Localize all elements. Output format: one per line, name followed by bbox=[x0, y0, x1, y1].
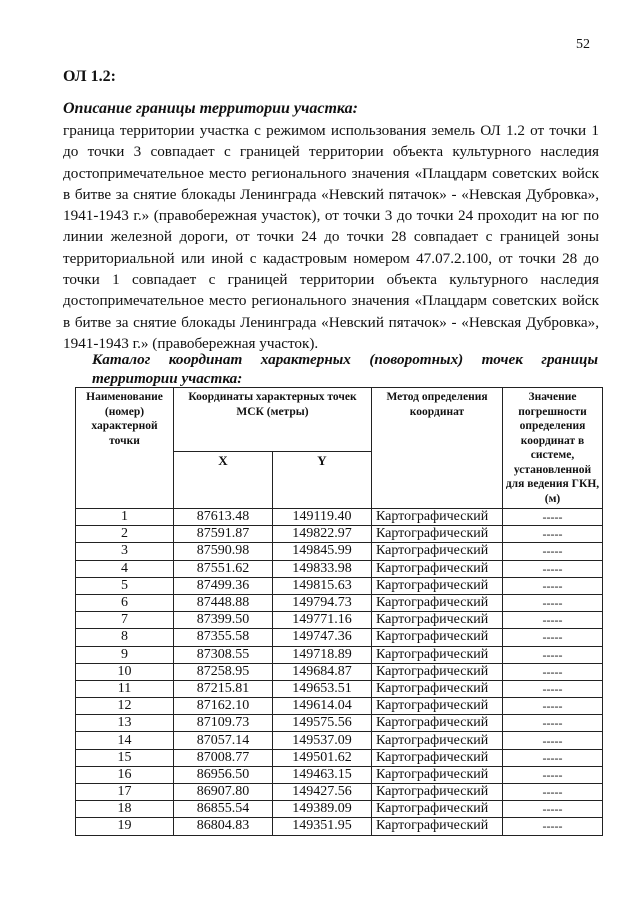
error-cell: ----- bbox=[503, 818, 603, 835]
table-row bbox=[76, 680, 603, 697]
y-coordinate-cell: 149351.95 bbox=[273, 818, 372, 835]
method-cell: Картографический bbox=[372, 698, 503, 715]
point-number-cell: 12 bbox=[76, 698, 174, 715]
header-method: Метод определения координат bbox=[372, 388, 503, 509]
error-cell: ----- bbox=[503, 560, 603, 577]
x-coordinate-cell: 87258.95 bbox=[174, 663, 273, 680]
point-number-cell: 17 bbox=[76, 784, 174, 801]
method-cell: Картографический bbox=[372, 509, 503, 526]
table-row bbox=[76, 577, 603, 594]
table-row bbox=[76, 560, 603, 577]
page-number: 52 bbox=[576, 37, 590, 52]
y-coordinate-cell: 149794.73 bbox=[273, 594, 372, 611]
header-error: Значение погрешности определения координат в системе, установленной для ведения ГКН, (м) bbox=[503, 388, 603, 509]
method-cell: Картографический bbox=[372, 784, 503, 801]
point-number-cell: 19 bbox=[76, 818, 174, 835]
method-cell: Картографический bbox=[372, 749, 503, 766]
point-number-cell: 14 bbox=[76, 732, 174, 749]
description-line: в битве за снятие блокады Ленинграда «Невский пятачок» - «Невская Дубровка», bbox=[63, 185, 599, 203]
point-number-cell: 11 bbox=[76, 680, 174, 697]
method-cell: Картографический bbox=[372, 646, 503, 663]
point-number-cell: 3 bbox=[76, 543, 174, 560]
description-heading: Описание границы территории участка: bbox=[63, 100, 358, 117]
error-cell: ----- bbox=[503, 784, 603, 801]
point-number-cell: 9 bbox=[76, 646, 174, 663]
description-line: точки 1 совпадает с границей территории объекта культурного наследия bbox=[63, 271, 599, 289]
method-cell: Картографический bbox=[372, 526, 503, 543]
error-cell: ----- bbox=[503, 594, 603, 611]
method-cell: Картографический bbox=[372, 732, 503, 749]
point-number-cell: 5 bbox=[76, 577, 174, 594]
error-cell: ----- bbox=[503, 680, 603, 697]
x-coordinate-cell: 87308.55 bbox=[174, 646, 273, 663]
y-coordinate-cell: 149575.56 bbox=[273, 715, 372, 732]
y-coordinate-cell: 149815.63 bbox=[273, 577, 372, 594]
coordinates-table bbox=[75, 387, 603, 836]
error-cell: ----- bbox=[503, 749, 603, 766]
error-cell: ----- bbox=[503, 715, 603, 732]
x-coordinate-cell: 87215.81 bbox=[174, 680, 273, 697]
table-row bbox=[76, 698, 603, 715]
method-cell: Картографический bbox=[372, 680, 503, 697]
x-coordinate-cell: 87162.10 bbox=[174, 698, 273, 715]
point-number-cell: 15 bbox=[76, 749, 174, 766]
x-coordinate-cell: 87591.87 bbox=[174, 526, 273, 543]
table-row bbox=[76, 543, 603, 560]
header-point-name: Наименование (номер) характерной точки bbox=[76, 388, 174, 509]
table-row bbox=[76, 818, 603, 835]
x-coordinate-cell: 86855.54 bbox=[174, 801, 273, 818]
y-coordinate-cell: 149771.16 bbox=[273, 612, 372, 629]
table-row bbox=[76, 784, 603, 801]
x-coordinate-cell: 87499.36 bbox=[174, 577, 273, 594]
catalog-title-line: территории участка: bbox=[92, 370, 243, 387]
y-coordinate-cell: 149427.56 bbox=[273, 784, 372, 801]
description-line: достопримечательное место регионального значения «Плацдарм советских войск bbox=[63, 292, 599, 310]
table-row bbox=[76, 509, 603, 526]
method-cell: Картографический bbox=[372, 577, 503, 594]
description-body bbox=[63, 120, 599, 354]
error-cell: ----- bbox=[503, 698, 603, 715]
method-cell: Картографический bbox=[372, 612, 503, 629]
y-coordinate-cell: 149537.09 bbox=[273, 732, 372, 749]
y-coordinate-cell: 149833.98 bbox=[273, 560, 372, 577]
table-row bbox=[76, 646, 603, 663]
description-line: линии железной дороги, от точки 24 до точки 28 совпадает с границей зоны bbox=[63, 228, 599, 246]
x-coordinate-cell: 87057.14 bbox=[174, 732, 273, 749]
error-cell: ----- bbox=[503, 766, 603, 783]
method-cell: Картографический bbox=[372, 594, 503, 611]
description-line: до точки 3 совпадает с границей территории объекта культурного наследия bbox=[63, 143, 599, 161]
y-coordinate-cell: 149684.87 bbox=[273, 663, 372, 680]
catalog-title bbox=[92, 350, 598, 388]
error-cell: ----- bbox=[503, 732, 603, 749]
error-cell: ----- bbox=[503, 629, 603, 646]
y-coordinate-cell: 149747.36 bbox=[273, 629, 372, 646]
table-row bbox=[76, 594, 603, 611]
y-coordinate-cell: 149718.89 bbox=[273, 646, 372, 663]
table-row bbox=[76, 612, 603, 629]
point-number-cell: 8 bbox=[76, 629, 174, 646]
point-number-cell: 6 bbox=[76, 594, 174, 611]
table-row bbox=[76, 526, 603, 543]
x-coordinate-cell: 87613.48 bbox=[174, 509, 273, 526]
point-number-cell: 7 bbox=[76, 612, 174, 629]
table-row bbox=[76, 732, 603, 749]
error-cell: ----- bbox=[503, 543, 603, 560]
table-row bbox=[76, 801, 603, 818]
x-coordinate-cell: 87008.77 bbox=[174, 749, 273, 766]
y-coordinate-cell: 149653.51 bbox=[273, 680, 372, 697]
y-coordinate-cell: 149463.15 bbox=[273, 766, 372, 783]
method-cell: Картографический bbox=[372, 766, 503, 783]
x-coordinate-cell: 87109.73 bbox=[174, 715, 273, 732]
error-cell: ----- bbox=[503, 663, 603, 680]
x-coordinate-cell: 87399.50 bbox=[174, 612, 273, 629]
description-line: 1941-1943 г.» (правобережная участок), от точки 3 до точки 24 проходит на юг по bbox=[63, 207, 599, 225]
header-y: Y bbox=[273, 451, 372, 508]
description-line: граница территории участка с режимом использования земель ОЛ 1.2 от точки 1 bbox=[63, 122, 599, 139]
header-x: X bbox=[174, 451, 273, 508]
description-line: 1941-1943 г.» (правобережная участок). bbox=[63, 334, 319, 352]
x-coordinate-cell: 86956.50 bbox=[174, 766, 273, 783]
point-number-cell: 16 bbox=[76, 766, 174, 783]
error-cell: ----- bbox=[503, 509, 603, 526]
y-coordinate-cell: 149389.09 bbox=[273, 801, 372, 818]
description-line: в битве за снятие блокады Ленинграда «Невский пятачок» - «Невская Дубровка», bbox=[63, 313, 599, 331]
method-cell: Картографический bbox=[372, 818, 503, 835]
table-row bbox=[76, 715, 603, 732]
y-coordinate-cell: 149845.99 bbox=[273, 543, 372, 560]
x-coordinate-cell: 87551.62 bbox=[174, 560, 273, 577]
error-cell: ----- bbox=[503, 646, 603, 663]
table-row bbox=[76, 629, 603, 646]
x-coordinate-cell: 87355.58 bbox=[174, 629, 273, 646]
point-number-cell: 2 bbox=[76, 526, 174, 543]
catalog-title-line: Каталог координат характерных (поворотных) точек границы bbox=[92, 351, 598, 368]
x-coordinate-cell: 86907.80 bbox=[174, 784, 273, 801]
point-number-cell: 1 bbox=[76, 509, 174, 526]
table-row bbox=[76, 663, 603, 680]
y-coordinate-cell: 149501.62 bbox=[273, 749, 372, 766]
section-title: ОЛ 1.2: bbox=[63, 68, 116, 85]
method-cell: Картографический bbox=[372, 560, 503, 577]
method-cell: Картографический bbox=[372, 629, 503, 646]
error-cell: ----- bbox=[503, 526, 603, 543]
error-cell: ----- bbox=[503, 801, 603, 818]
description-line: достопримечательное место регионального значения «Плацдарм советских войск bbox=[63, 164, 599, 182]
method-cell: Картографический bbox=[372, 801, 503, 818]
y-coordinate-cell: 149119.40 bbox=[273, 509, 372, 526]
y-coordinate-cell: 149614.04 bbox=[273, 698, 372, 715]
table-row bbox=[76, 766, 603, 783]
x-coordinate-cell: 87590.98 bbox=[174, 543, 273, 560]
method-cell: Картографический bbox=[372, 715, 503, 732]
point-number-cell: 13 bbox=[76, 715, 174, 732]
error-cell: ----- bbox=[503, 612, 603, 629]
error-cell: ----- bbox=[503, 577, 603, 594]
y-coordinate-cell: 149822.97 bbox=[273, 526, 372, 543]
table-row bbox=[76, 749, 603, 766]
method-cell: Картографический bbox=[372, 663, 503, 680]
x-coordinate-cell: 86804.83 bbox=[174, 818, 273, 835]
method-cell: Картографический bbox=[372, 543, 503, 560]
description-line: территориальной или иной с кадастровым номером 47.07.2.100, от точки 28 до bbox=[63, 249, 599, 267]
point-number-cell: 4 bbox=[76, 560, 174, 577]
point-number-cell: 18 bbox=[76, 801, 174, 818]
x-coordinate-cell: 87448.88 bbox=[174, 594, 273, 611]
header-coordinates: Координаты характерных точек МСК (метры) bbox=[174, 388, 372, 452]
point-number-cell: 10 bbox=[76, 663, 174, 680]
